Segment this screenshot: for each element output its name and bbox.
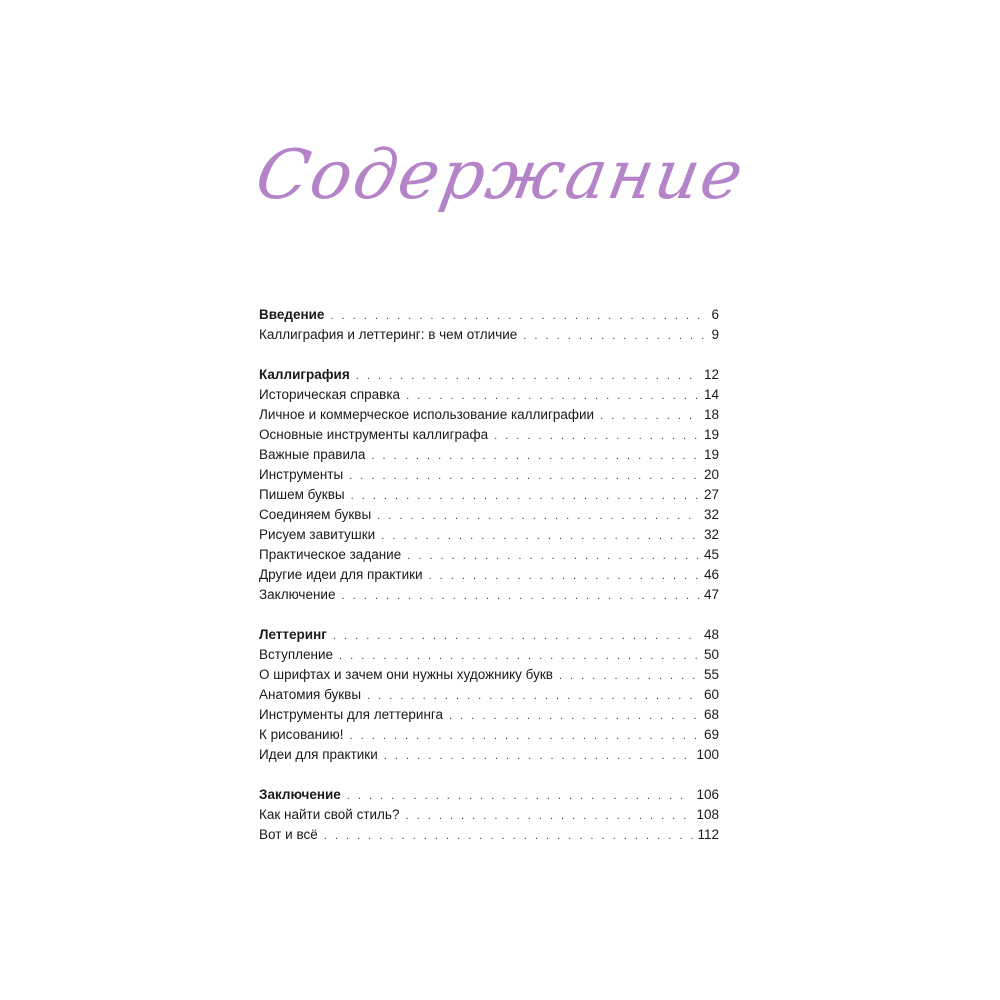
entry-title: Другие идеи для практики xyxy=(259,567,423,582)
page-number: 18 xyxy=(703,407,719,422)
toc-section-heading xyxy=(259,305,719,325)
page-number: 106 xyxy=(696,787,719,802)
dot-leader xyxy=(341,586,699,606)
page-number: 12 xyxy=(703,367,719,382)
entry-title: О шрифтах и зачем они нужны художнику букв xyxy=(259,667,553,682)
toc-entry xyxy=(259,685,719,705)
dot-leader xyxy=(356,366,700,386)
dot-leader xyxy=(377,506,700,526)
entry-title: Идеи для практики xyxy=(259,747,378,762)
entry-title: Основные инструменты каллиграфа xyxy=(259,427,489,442)
section-title: Введение xyxy=(259,307,325,322)
title-area xyxy=(0,136,1000,215)
entry-title: Вот и всё xyxy=(259,827,318,842)
toc-section xyxy=(259,785,719,845)
toc-entry xyxy=(259,745,719,765)
toc-section xyxy=(259,365,719,605)
entry-title: Практическое задание xyxy=(259,547,402,562)
toc-entry xyxy=(259,525,719,545)
toc-entry xyxy=(259,425,719,445)
dot-leader xyxy=(449,706,700,726)
entry-title: Историческая справка xyxy=(259,387,401,402)
section-title: Леттеринг xyxy=(259,627,327,642)
page-number: 60 xyxy=(703,687,719,702)
page-number: 69 xyxy=(703,727,719,742)
toc-entry xyxy=(259,725,719,745)
page-number: 48 xyxy=(703,627,719,642)
entry-title: Анатомия буквы xyxy=(259,687,362,702)
toc-entry xyxy=(259,665,719,685)
toc-entry xyxy=(259,805,719,825)
page-number: 108 xyxy=(696,807,719,822)
toc-entry xyxy=(259,585,719,605)
page-number: 112 xyxy=(697,827,719,842)
page-number: 100 xyxy=(696,747,719,762)
dot-leader xyxy=(371,446,700,466)
dot-leader xyxy=(349,466,700,486)
entry-title: Как найти свой стиль? xyxy=(259,807,400,822)
page-number: 20 xyxy=(703,467,719,482)
dot-leader xyxy=(381,526,700,546)
entry-title: Важные правила xyxy=(259,447,366,462)
page-number: 14 xyxy=(703,387,719,402)
toc-entry xyxy=(259,565,719,585)
toc-section xyxy=(259,625,719,765)
dot-leader xyxy=(407,546,700,566)
toc-entry xyxy=(259,545,719,565)
page-number: 50 xyxy=(703,647,719,662)
toc-entry xyxy=(259,505,719,525)
toc-section-heading xyxy=(259,365,719,385)
dot-leader xyxy=(339,646,700,666)
page-number: 46 xyxy=(703,567,719,582)
dot-leader xyxy=(330,306,707,326)
toc-entry xyxy=(259,485,719,505)
page-number: 68 xyxy=(703,707,719,722)
toc-section-heading xyxy=(259,625,719,645)
dot-leader xyxy=(333,626,700,646)
page-number: 19 xyxy=(703,447,719,462)
dot-leader xyxy=(384,746,693,766)
toc-entry xyxy=(259,405,719,425)
section-title: Заключение xyxy=(259,787,341,802)
dot-leader xyxy=(347,786,693,806)
dot-leader xyxy=(523,326,707,346)
dot-leader xyxy=(351,486,700,506)
toc-section xyxy=(259,305,719,345)
page-number: 45 xyxy=(703,547,719,562)
page-number: 27 xyxy=(703,487,719,502)
dot-leader xyxy=(559,666,700,686)
dot-leader xyxy=(367,686,700,706)
entry-title: Личное и коммерческое использование каллиграфии xyxy=(259,407,595,422)
toc-entry xyxy=(259,445,719,465)
dot-leader xyxy=(494,426,700,446)
page-title: Содержание xyxy=(249,136,751,215)
page-number: 32 xyxy=(703,527,719,542)
toc-entry xyxy=(259,325,719,345)
dot-leader xyxy=(405,806,692,826)
page-number: 6 xyxy=(711,307,719,322)
entry-title: Рисуем завитушки xyxy=(259,527,376,542)
toc-entry xyxy=(259,825,719,845)
page-number: 47 xyxy=(703,587,719,602)
section-title: Каллиграфия xyxy=(259,367,350,382)
toc-entry xyxy=(259,645,719,665)
toc-entry xyxy=(259,705,719,725)
page-number: 32 xyxy=(703,507,719,522)
entry-title: Инструменты для леттеринга xyxy=(259,707,444,722)
entry-title: Каллиграфия и леттеринг: в чем отличие xyxy=(259,327,518,342)
dot-leader xyxy=(324,826,694,846)
table-of-contents xyxy=(259,305,719,845)
page-number: 55 xyxy=(703,667,719,682)
dot-leader xyxy=(429,566,700,586)
entry-title: К рисованию! xyxy=(259,727,344,742)
toc-entry xyxy=(259,465,719,485)
dot-leader xyxy=(349,726,699,746)
page-number: 19 xyxy=(703,427,719,442)
toc-section-heading xyxy=(259,785,719,805)
entry-title: Инструменты xyxy=(259,467,344,482)
page-number: 9 xyxy=(711,327,719,342)
entry-title: Заключение xyxy=(259,587,336,602)
entry-title: Пишем буквы xyxy=(259,487,345,502)
entry-title: Вступление xyxy=(259,647,334,662)
entry-title: Соединяем буквы xyxy=(259,507,372,522)
dot-leader xyxy=(406,386,700,406)
toc-entry xyxy=(259,385,719,405)
dot-leader xyxy=(600,406,700,426)
